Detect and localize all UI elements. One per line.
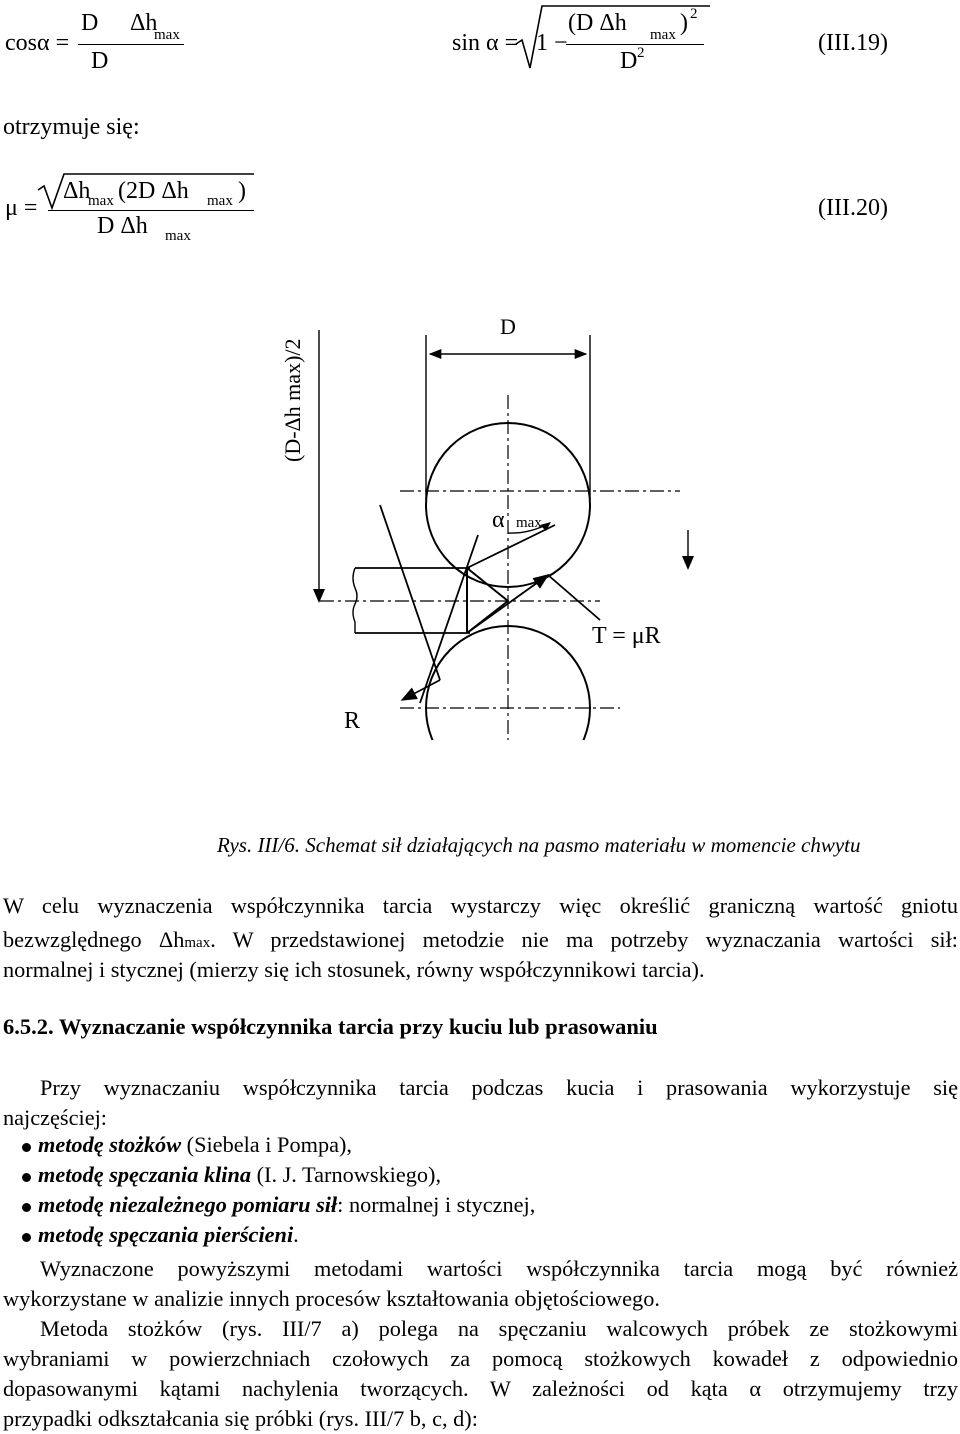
paragraph-text: bezwzględnego Δh <box>3 927 185 952</box>
sin-fraction-bar <box>566 44 704 45</box>
subscript-max: max <box>184 935 211 951</box>
label-d: D <box>500 314 516 339</box>
sin-numerator-exponent: 2 <box>690 6 698 22</box>
paragraph-text: . W przedstawionej metodzie nie ma potrzeby wyznaczania wartości sił: <box>210 927 958 952</box>
sin-numerator-subscript: max <box>650 27 676 43</box>
method-name: metodę niezależnego pomiaru sił <box>38 1192 338 1217</box>
method-name: metodę spęczania klina <box>38 1162 252 1187</box>
paragraph-line: W celu wyznaczenia współczynnika tarcia wystarczy więc określić graniczną wartość gniotu <box>3 893 958 918</box>
method-detail: : normalnej i stycznej, <box>337 1192 536 1217</box>
figure-caption: Rys. III/6. Schemat sił działających na pasmo materiału w momencie chwytu <box>217 833 861 857</box>
sin-one: 1 <box>536 30 548 56</box>
method-detail: . <box>293 1222 299 1247</box>
friction-force-extension <box>548 575 600 620</box>
paragraph-line <box>3 925 958 958</box>
mu-numerator-close: ) <box>238 178 246 204</box>
contact-line-a <box>467 568 508 601</box>
mu-numerator-subscript-a: max <box>88 193 114 209</box>
mu-numerator-subscript-b: max <box>207 193 233 209</box>
mu-lhs: μ = <box>5 195 38 221</box>
mu-numerator-delta-h: Δh <box>63 178 91 204</box>
paragraph-line: normalnej i stycznej (mierzy się ich stosunek, równy współczynnikowi tarcia). <box>3 957 705 982</box>
cos-alpha-lhs: cosα = <box>5 30 70 56</box>
sin-denominator-exponent: 2 <box>637 45 645 61</box>
paragraph-line: najczęściej: <box>3 1105 107 1130</box>
paragraph-line: Przy wyznaczaniu współczynnika tarcia podczas kucia i prasowania wykorzystuje się <box>40 1075 958 1100</box>
friction-force-line <box>467 525 555 568</box>
bullet-icon <box>22 1143 31 1152</box>
mu-denominator: D Δh <box>97 213 148 239</box>
cos-numerator-d: D <box>81 10 99 36</box>
bullet-icon <box>22 1203 31 1212</box>
label-r: R <box>344 708 361 734</box>
radial-line-lower <box>420 535 478 703</box>
sin-numerator: (D Δh <box>568 10 627 36</box>
radial-force-r-arrow <box>402 680 440 700</box>
equation-number-iii-20: (III.20) <box>818 195 888 221</box>
rolling-force-diagram <box>0 300 960 740</box>
method-name: metodę spęczania pierścieni <box>38 1222 294 1247</box>
method-name: metodę stożków <box>38 1132 182 1157</box>
section-heading: 6.5.2. Wyznaczanie współczynnika tarcia przy kuciu lub prasowaniu <box>3 1014 658 1039</box>
label-alpha-subscript: max <box>516 515 542 531</box>
sin-minus: − <box>554 30 568 56</box>
label-alpha: α <box>492 507 505 533</box>
sin-alpha-lhs: sin α = <box>452 30 519 56</box>
paragraph-line: wykorzystane w analizie innych procesów kształtowania objętościowego. <box>3 1286 660 1311</box>
bullet-icon <box>22 1173 31 1182</box>
text-obtain: otrzymuje się: <box>3 114 140 140</box>
sin-denominator: D <box>620 48 638 74</box>
paragraph-line: przypadki odkształcania się próbki (rys. III/7 b, c, d): <box>3 1406 478 1431</box>
cos-denominator-d: D <box>91 48 109 74</box>
paragraph-line: dopasowanymi kątami nachylenia tworzących. W zależności od kąta α otrzymujemy trzy <box>3 1376 958 1401</box>
equation-number-iii-19: (III.19) <box>818 30 888 56</box>
sin-numerator-close: ) <box>680 10 688 36</box>
label-t-mu-r: T = μR <box>592 623 661 649</box>
method-detail: (Siebela i Pompa), <box>181 1132 352 1157</box>
mu-denominator-subscript: max <box>165 228 191 244</box>
cos-numerator-subscript: max <box>154 27 180 43</box>
paragraph-line: Metoda stożków (rys. III/7 a) polega na spęczaniu walcowych próbek ze stożkowymi <box>40 1316 958 1341</box>
paragraph-line: Wyznaczone powyższymi metodami wartości współczynnika tarcia mogą być również <box>40 1256 958 1281</box>
cos-numerator-delta-h: Δh <box>130 10 158 36</box>
thickness-dimension-arrow <box>682 556 694 570</box>
bullet-icon <box>22 1233 31 1242</box>
label-half-gap: (D-Δh max)/2 <box>280 338 305 462</box>
paragraph-line: wybraniami w powierzchniach czołowych za pomocą stożkowych kowadeł z odpowiednio <box>3 1346 958 1371</box>
mu-fraction-bar <box>48 210 254 211</box>
mu-numerator-bracket: (2D Δh <box>118 178 189 204</box>
cos-fraction-bar <box>78 44 184 45</box>
method-detail: (I. J. Tarnowskiego), <box>251 1162 442 1187</box>
